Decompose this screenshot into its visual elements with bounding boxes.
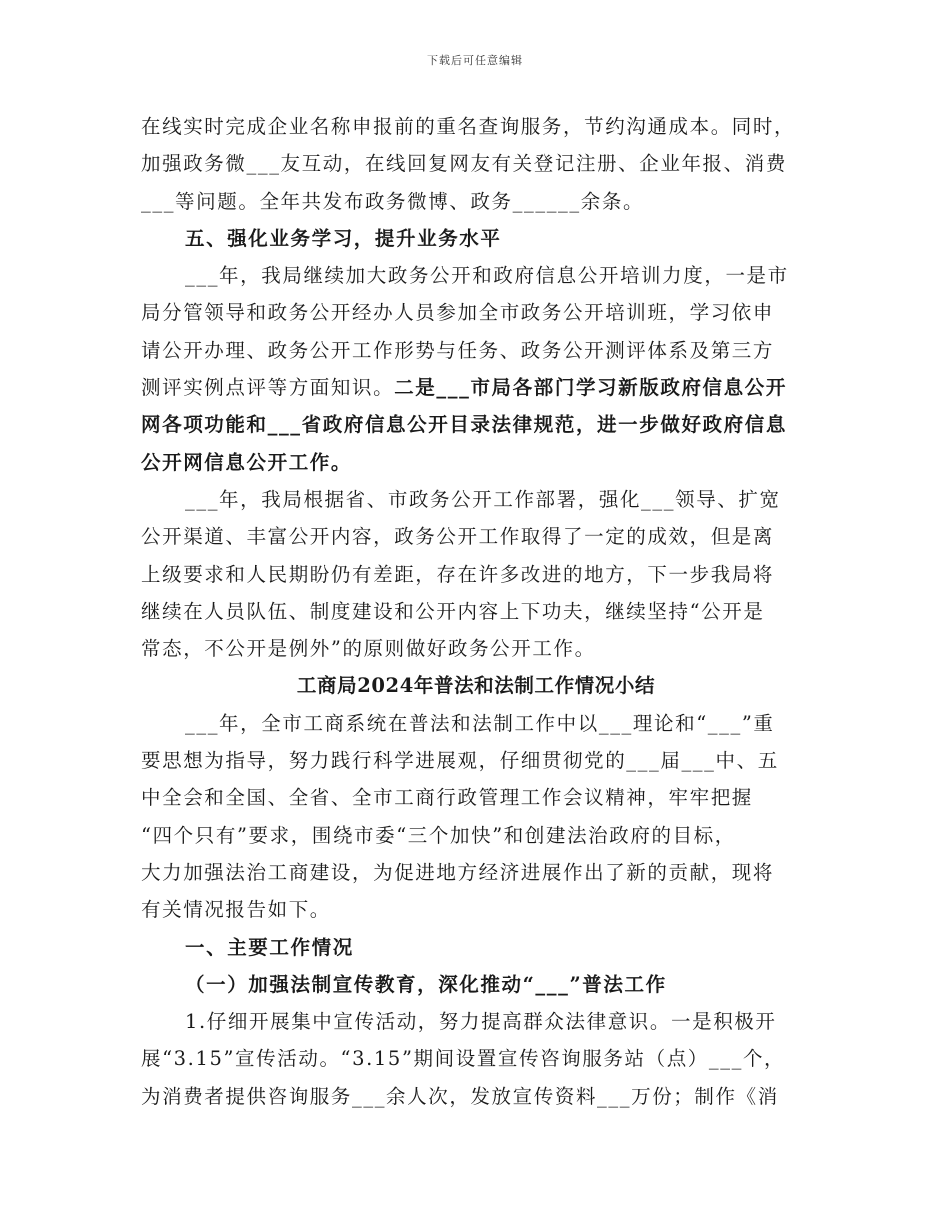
paragraph-line: 请公开办理、政务公开工作形势与任务、政务公开测评体系及第三方 [141,338,775,362]
bold-paragraph-line: 网各项功能和___省政府信息公开目录法律规范，进一步做好政府信息 [141,413,787,437]
page-header: 下载后可任意编辑 [427,54,523,67]
section-heading: 五、强化业务学习，提升业务水平 [185,226,502,250]
paragraph-line: 中全会和全国、全省、全市工商行政管理工作会议精神，牢牢把握 [141,786,753,810]
bold-paragraph-line: 公开网信息公开工作。 [141,450,353,474]
paragraph-line: 常态，不公开是例外”的原则做好政务公开工作。 [141,637,596,661]
paragraph-line: 加强政务微___友互动，在线回复网友有关登记注册、企业年报、消费 [141,152,787,176]
paragraph-line: 在线实时完成企业名称申报前的重名查询服务，节约沟通成本。同时， [141,115,796,138]
paragraph-line: 局分管领导和政务公开经办人员参加全市政务公开培训班，学习依申 [141,301,775,325]
document-title: 工商局2024年普法和法制工作情况小结 [296,674,656,698]
paragraph-line: 为消费者提供咨询服务___余人次，发放宣传资料___万份；制作《消 [141,1084,779,1108]
paragraph-text: 测评实例点评等方面知识。 [141,376,395,400]
paragraph-line: 大力加强法治工商建设，为促进地方经济进展作出了新的贡献，现将 [141,860,775,884]
paragraph-line: “四个只有”要求，围绕市委“三个加快”和创建法治政府的目标， [141,823,736,847]
document-body [141,108,811,1115]
paragraph-line: 公开渠道、丰富公开内容，政务公开工作取得了一定的成效，但是离 [141,525,775,549]
subsection-heading: （一）加强法制宣传教育，深化推动“___”普法工作 [185,972,667,996]
paragraph-line: ___等问题。全年共发布政务微博、政务______余条。 [141,189,645,213]
paragraph-line: 展“3.15”宣传活动。“3.15”期间设置宣传咨询服务站（点）___个， [141,1047,786,1071]
paragraph-line: 有关情况报告如下。 [141,898,331,922]
paragraph-line: 1.仔细开展集中宣传活动，努力提高群众法律意识。一是积极开 [185,1010,777,1034]
bold-text: 二是___市局各部门学习新版政府信息公开 [394,376,787,400]
paragraph-line: ___年，全市工商系统在普法和法制工作中以___理论和“___”重 [185,711,775,735]
paragraph-line: ___年，我局根据省、市政务公开工作部署，强化___领导、扩宽 [185,487,781,511]
paragraph-line: 继续在人员队伍、制度建设和公开内容上下功夫，继续坚持“公开是 [141,599,765,623]
paragraph-line: 上级要求和人民期盼仍有差距，存在许多改进的地方，下一步我局将 [141,562,775,586]
section-heading: 一、主要工作情况 [185,935,354,959]
paragraph-line: ___年，我局继续加大政务公开和政府信息公开培训力度，一是市 [185,264,789,288]
paragraph-line [141,369,811,406]
paragraph-line: 要思想为指导，努力践行科学进展观，仔细贯彻党的___届___中、五 [141,749,779,773]
